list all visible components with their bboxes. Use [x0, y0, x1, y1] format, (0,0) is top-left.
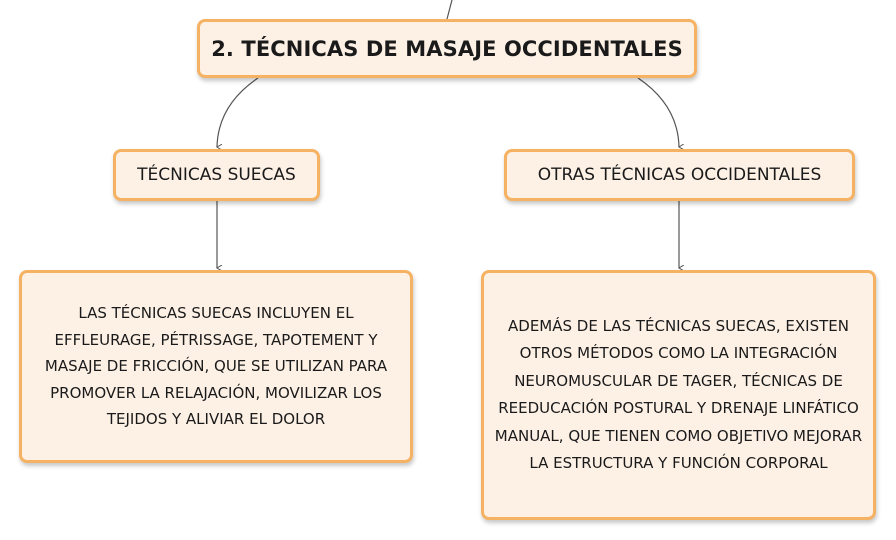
- connector-root-to-suecas: [217, 78, 258, 147]
- root-topic-label: 2. TÉCNICAS DE MASAJE OCCIDENTALES: [211, 36, 683, 61]
- connector-root-to-otras: [638, 78, 679, 147]
- connector-parent-to-root: [447, 0, 452, 19]
- description-text-otras-tecnicas: ADEMÁS DE LAS TÉCNICAS SUECAS, EXISTEN OTROS MÉTODOS COMO LA INTEGRACIÓN NEUROMUSCULAR DE TAGER, TÉCNICAS DE REEDUCACIÓN POSTURAL Y DRENAJE LINFÁTICO MANUAL, QUE TIENEN COMO OBJETIVO MEJORAR LA ESTRUCTURA Y FUNCIÓN CORPORAL: [494, 316, 863, 472]
- subtopic-label-tecnicas-suecas: TÉCNICAS SUECAS: [137, 165, 296, 185]
- subtopic-node-otras-tecnicas[interactable]: [504, 149, 855, 201]
- subtopic-label-otras-tecnicas: OTRAS TÉCNICAS OCCIDENTALES: [537, 165, 822, 185]
- description-node-tecnicas-suecas[interactable]: [19, 270, 413, 463]
- root-topic-node[interactable]: [197, 19, 697, 78]
- subtopic-node-tecnicas-suecas[interactable]: [113, 149, 320, 201]
- description-text-tecnicas-suecas: LAS TÉCNICAS SUECAS INCLUYEN EL EFFLEURAGE, PÉTRISSAGE, TAPOTEMENT Y MASAJE DE FRICCIÓN, QUE SE UTILIZAN PARA PROMOVER LA RELAJACIÓN, MOVILIZAR LOS TEJIDOS Y ALIVIAR EL DOLOR: [44, 304, 388, 429]
- description-node-otras-tecnicas[interactable]: [481, 270, 876, 520]
